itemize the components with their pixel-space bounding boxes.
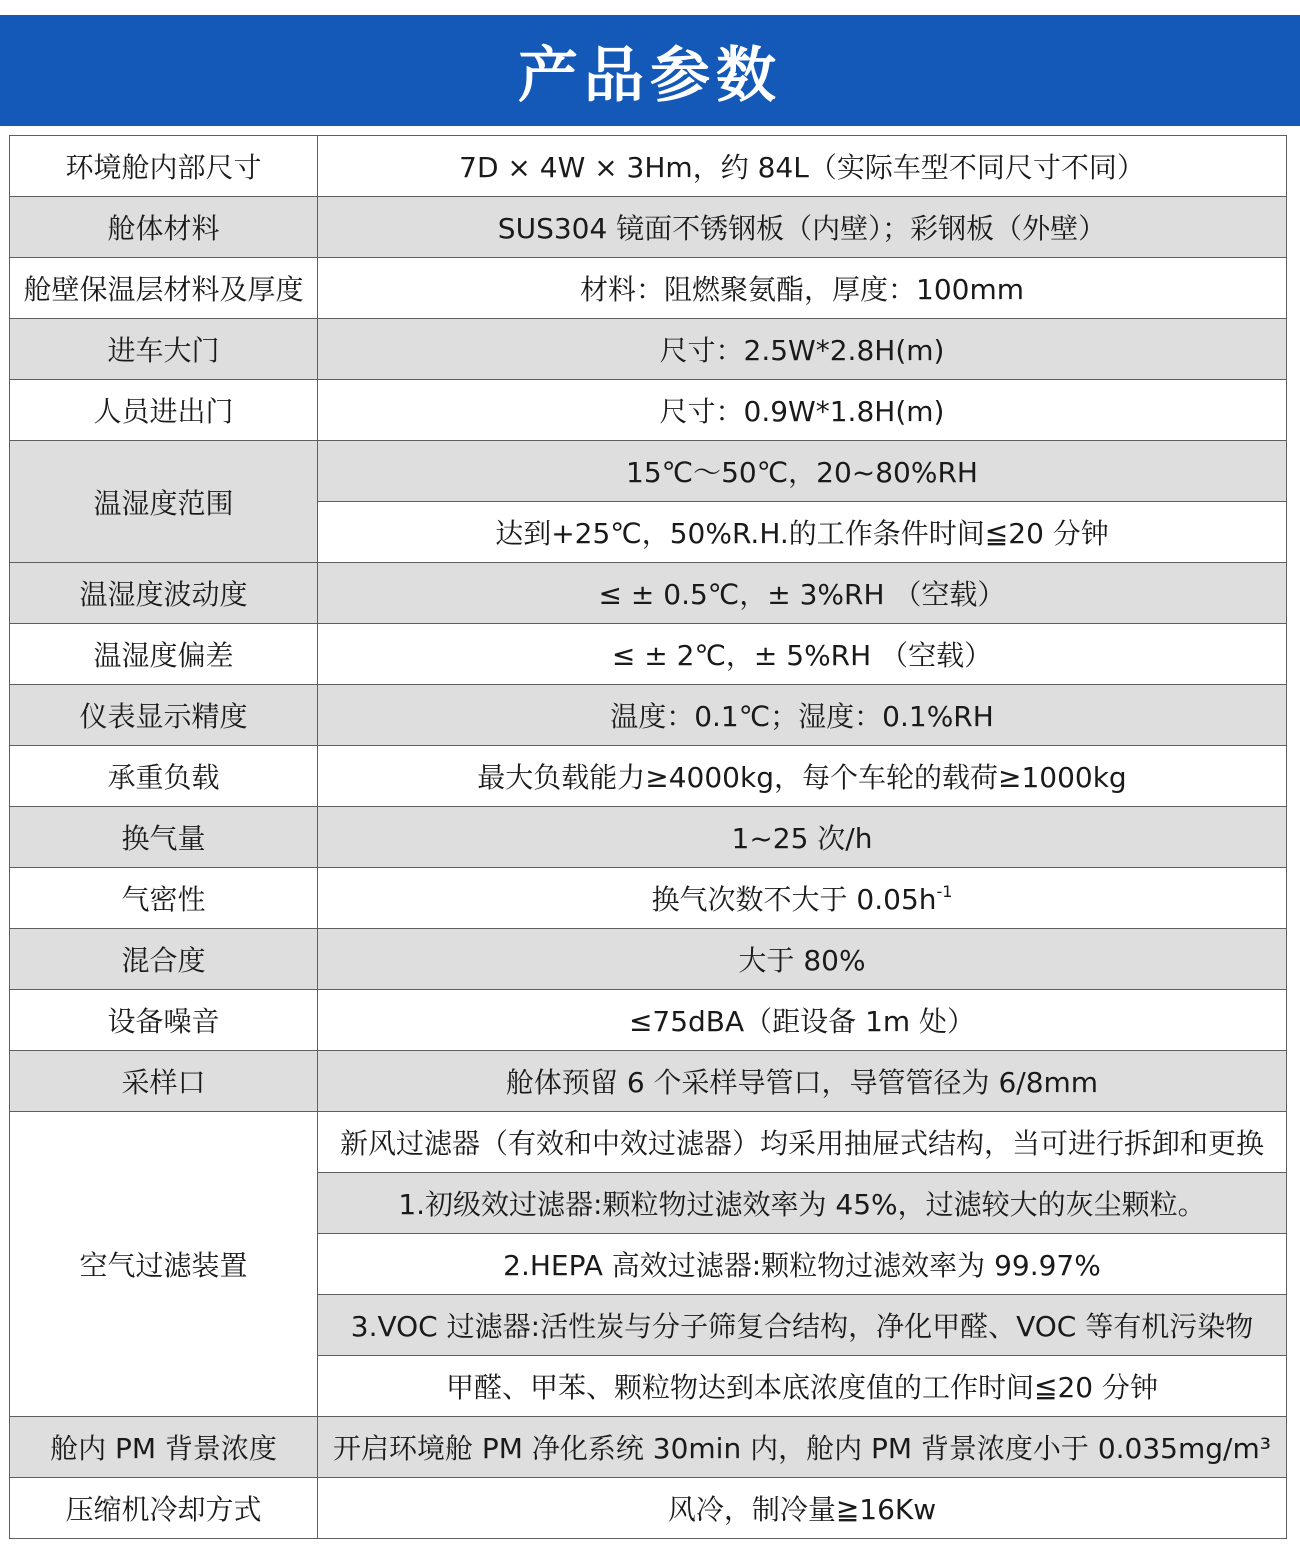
- table-row: [10, 1112, 1287, 1173]
- table-row: [10, 868, 1287, 929]
- table-row: [10, 380, 1287, 441]
- param-label: 温湿度范围: [10, 441, 318, 563]
- param-label: 舱壁保温层材料及厚度: [10, 258, 318, 319]
- param-label: 气密性: [10, 868, 318, 929]
- param-value: 材料：阻燃聚氨酯，厚度：100mm: [318, 258, 1287, 319]
- table-row: [10, 929, 1287, 990]
- param-value: 尺寸：0.9W*1.8H(m): [318, 380, 1287, 441]
- param-value: 尺寸：2.5W*2.8H(m): [318, 319, 1287, 380]
- table-row: [10, 624, 1287, 685]
- table-row: [10, 1478, 1287, 1539]
- param-value: 温度：0.1℃；湿度：0.1%RH: [318, 685, 1287, 746]
- table-row: [10, 990, 1287, 1051]
- param-value: 舱体预留 6 个采样导管口，导管管径为 6/8mm: [318, 1051, 1287, 1112]
- table-row: [10, 1417, 1287, 1478]
- param-value: 最大负载能力≥4000kg，每个车轮的载荷≥1000kg: [318, 746, 1287, 807]
- param-label: 温湿度波动度: [10, 563, 318, 624]
- param-label: 空气过滤装置: [10, 1112, 318, 1417]
- param-value: ≤ ± 2℃，± 5%RH （空载）: [318, 624, 1287, 685]
- param-value: 风冷，制冷量≧16Kw: [318, 1478, 1287, 1539]
- table-row: [10, 136, 1287, 197]
- param-label: 舱体材料: [10, 197, 318, 258]
- page-title: 产品参数: [518, 40, 782, 111]
- table-row: [10, 1051, 1287, 1112]
- param-value: 3.VOC 过滤器:活性炭与分子筛复合结构，净化甲醛、VOC 等有机污染物: [318, 1295, 1287, 1356]
- param-value: 2.HEPA 高效过滤器:颗粒物过滤效率为 99.97%: [318, 1234, 1287, 1295]
- param-value: ≤ ± 0.5℃，± 3%RH （空载）: [318, 563, 1287, 624]
- param-label: 环境舱内部尺寸: [10, 136, 318, 197]
- spec-table: [9, 135, 1287, 1539]
- exponent: -1: [936, 882, 953, 901]
- param-label: 换气量: [10, 807, 318, 868]
- param-label: 进车大门: [10, 319, 318, 380]
- table-row: [10, 197, 1287, 258]
- table-row: [10, 563, 1287, 624]
- param-value: 达到+25℃，50%R.H.的工作条件时间≦20 分钟: [318, 502, 1287, 563]
- param-value: ≤75dBA（距设备 1m 处）: [318, 990, 1287, 1051]
- param-value: 1.初级效过滤器:颗粒物过滤效率为 45%，过滤较大的灰尘颗粒。: [318, 1173, 1287, 1234]
- param-value: SUS304 镜面不锈钢板（内壁）；彩钢板（外壁）: [318, 197, 1287, 258]
- param-label: 温湿度偏差: [10, 624, 318, 685]
- param-label: 仪表显示精度: [10, 685, 318, 746]
- param-label: 人员进出门: [10, 380, 318, 441]
- param-value: 7D × 4W × 3Hm，约 84L（实际车型不同尺寸不同）: [318, 136, 1287, 197]
- param-value: 甲醛、甲苯、颗粒物达到本底浓度值的工作时间≦20 分钟: [318, 1356, 1287, 1417]
- table-row: [10, 441, 1287, 502]
- table-row: [10, 746, 1287, 807]
- table-row: [10, 258, 1287, 319]
- param-label: 设备噪音: [10, 990, 318, 1051]
- param-label: 采样口: [10, 1051, 318, 1112]
- param-label: 混合度: [10, 929, 318, 990]
- param-value: 15℃～50℃，20~80%RH: [318, 441, 1287, 502]
- param-value: [318, 868, 1287, 929]
- param-label: 舱内 PM 背景浓度: [10, 1417, 318, 1478]
- title-banner: [0, 15, 1300, 126]
- param-label: 压缩机冷却方式: [10, 1478, 318, 1539]
- param-value: 1~25 次/h: [318, 807, 1287, 868]
- param-value-text: 换气次数不大于 0.05h: [651, 883, 937, 916]
- param-value: 大于 80%: [318, 929, 1287, 990]
- param-value: 新风过滤器（有效和中效过滤器）均采用抽屉式结构，当可进行拆卸和更换: [318, 1112, 1287, 1173]
- table-row: [10, 319, 1287, 380]
- table-row: [10, 807, 1287, 868]
- param-value: 开启环境舱 PM 净化系统 30min 内，舱内 PM 背景浓度小于 0.035mg/m³: [318, 1417, 1287, 1478]
- param-label: 承重负载: [10, 746, 318, 807]
- table-row: [10, 685, 1287, 746]
